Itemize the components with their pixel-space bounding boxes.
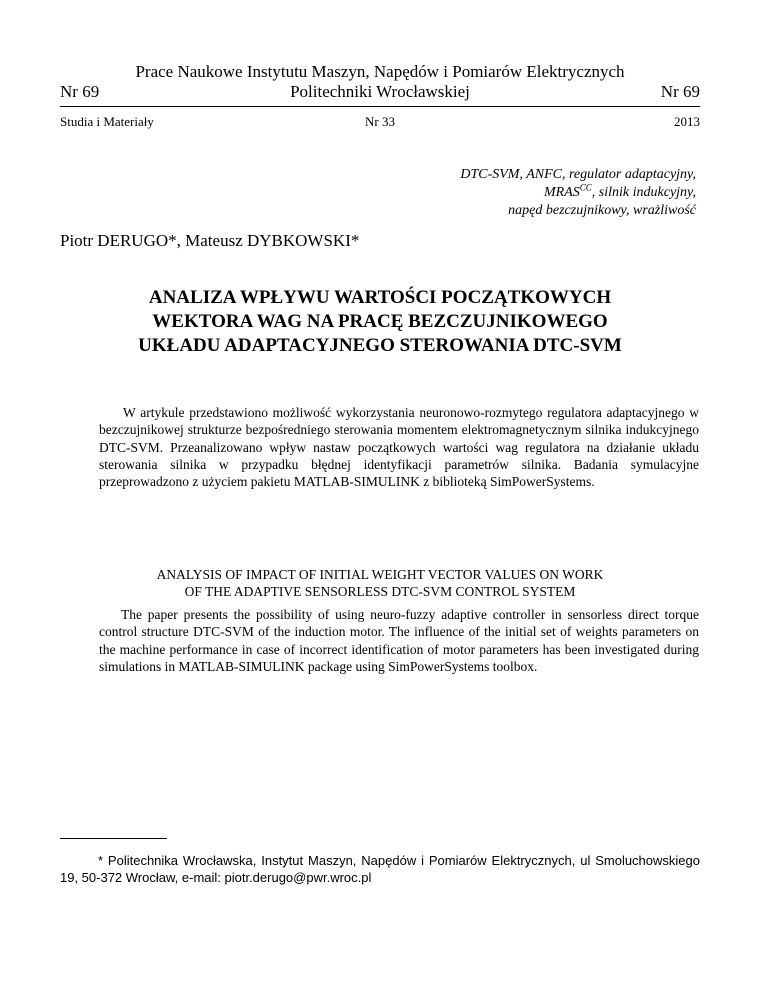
keyword-mras-superscript: CC (579, 182, 592, 193)
keyword-mras: MRAS (544, 185, 580, 200)
abstract-english-text: The paper presents the possibility of using neuro-fuzzy adaptive controller in sensorless direct torque control structure DTC-SVM of the induction motor. The influence of the initial set of weights parameters on the machine performance in case of incorrect identification of motor parameters has been investigated during simulations in MATLAB-SIMULINK package using SimPowerSystems toolbox. (99, 607, 699, 674)
footnote-text: * Politechnika Wrocławska, Instytut Maszyn, Napędów i Pomiarów Elektrycznych, ul Smoluchowskiego 19, 50-372 Wrocław, e-mail: piotr.derugo@pwr.wroc.pl (60, 853, 700, 885)
series-number: Nr 33 (365, 114, 395, 129)
abstract-polish (99, 404, 699, 490)
abstract-english (99, 606, 699, 675)
abstract-polish-text: W artykule przedstawiono możliwość wykorzystania neuronowo-rozmytego regulatora adaptacyjnego w bezczujnikowej strukturze bezpośredniego sterowania momentem elektromagnetycznym silnika indukcyjnego DTC-SVM. Przeanalizowano wpływ nastaw początkowych wartości wag regulatora na działanie układu sterowania silnika w przypadku błędnej identyfikacji parametrów silnika. Badania symulacyjne przeprowadzono z użyciem pakietu MATLAB-SIMULINK z biblioteką SimPowerSystems. (99, 405, 699, 490)
footnote-rule (60, 838, 167, 839)
keywords-line3: napęd bezczujnikowy, wrażliwość (508, 203, 696, 218)
english-title (60, 566, 700, 600)
issue-number-right: Nr 69 (660, 82, 700, 101)
journal-name-line2: Politechniki Wrocławskiej (290, 82, 470, 101)
footnote-affiliation (60, 852, 700, 886)
keywords-line2 (276, 184, 696, 202)
publication-year: 2013 (674, 114, 700, 129)
title-line2: WEKTORA WAG NA PRACĘ BEZCZUJNIKOWEGO (152, 311, 608, 332)
issue-number-left: Nr 69 (60, 82, 100, 101)
header-rule (60, 106, 700, 107)
title-line3: UKŁADU ADAPTACYJNEGO STEROWANIA DTC-SVM (138, 335, 622, 356)
paper-title (60, 286, 700, 358)
keywords-line2-rest: , silnik indukcyjny, (591, 185, 696, 200)
english-title-line2: OF THE ADAPTIVE SENSORLESS DTC-SVM CONTROL SYSTEM (184, 584, 576, 599)
keywords (276, 166, 696, 220)
keywords-line1: DTC-SVM, ANFC, regulator adaptacyjny, (460, 167, 696, 182)
series-name: Studia i Materiały (60, 114, 154, 129)
journal-name-line1: Prace Naukowe Instytutu Maszyn, Napędów i Pomiarów Elektrycznych (135, 62, 625, 81)
journal-header (60, 62, 700, 104)
english-title-line1: ANALYSIS OF IMPACT OF INITIAL WEIGHT VECTOR VALUES ON WORK (156, 567, 604, 582)
title-line1: ANALIZA WPŁYWU WARTOŚCI POCZĄTKOWYCH (148, 287, 612, 308)
authors: Piotr DERUGO*, Mateusz DYBKOWSKI* (60, 231, 360, 250)
